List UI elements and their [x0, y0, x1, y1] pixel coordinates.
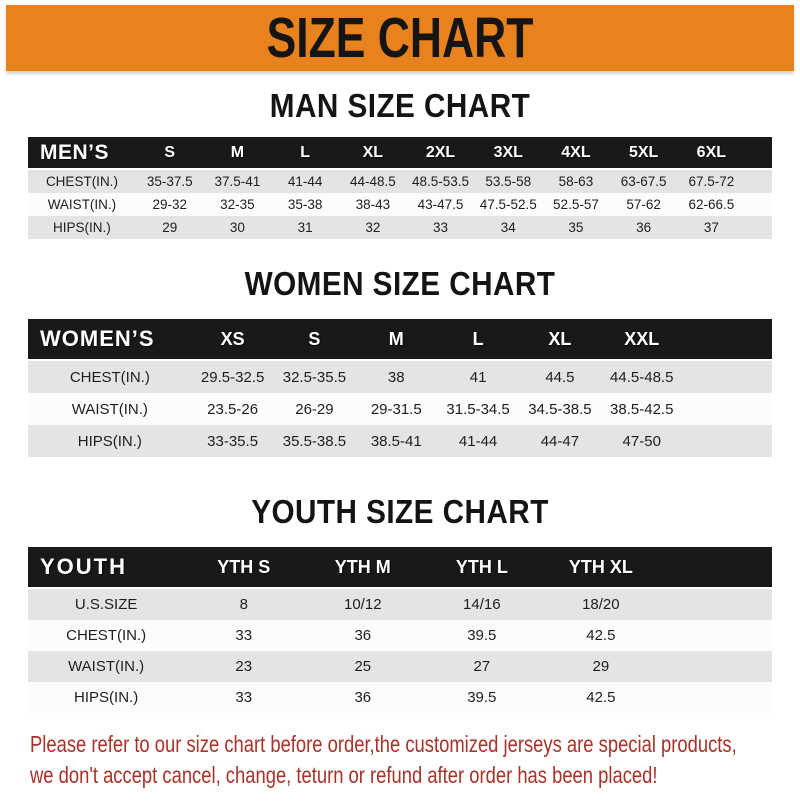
table-title-youth: YOUTH	[28, 547, 184, 588]
value-cell: 33-35.5	[192, 425, 274, 457]
value-cell: 38.5-42.5	[601, 393, 683, 425]
value-cell: 58-63	[542, 169, 610, 193]
table-row	[28, 216, 772, 239]
value-cell: 18/20	[541, 588, 660, 620]
table-row	[28, 651, 772, 682]
filler-cell	[745, 193, 772, 216]
table-row	[28, 360, 772, 393]
value-cell: 37	[678, 216, 746, 239]
value-cell: 33	[184, 620, 303, 651]
value-cell: 44.5-48.5	[601, 360, 683, 393]
section-women	[0, 267, 800, 457]
disclaimer-line-1: Please refer to our size chart before order,the customized jerseys are special products,	[30, 731, 737, 757]
row-label: HIPS(IN.)	[28, 425, 192, 457]
value-cell: 29.5-32.5	[192, 360, 274, 393]
table-row	[28, 393, 772, 425]
value-cell: 27	[422, 651, 541, 682]
value-cell: 32.5-35.5	[274, 360, 356, 393]
value-cell: 14/16	[422, 588, 541, 620]
value-cell: 34	[474, 216, 542, 239]
header-row	[28, 137, 772, 169]
table-row	[28, 193, 772, 216]
value-cell: 36	[610, 216, 678, 239]
filler-cell	[660, 651, 772, 682]
value-cell: 36	[303, 682, 422, 713]
size-table-women	[28, 319, 772, 457]
column-header: M	[204, 137, 272, 169]
value-cell: 26-29	[274, 393, 356, 425]
size-table-man	[28, 137, 772, 239]
column-header: 4XL	[542, 137, 610, 169]
value-cell: 52.5-57	[542, 193, 610, 216]
value-cell: 29	[136, 216, 204, 239]
value-cell: 23	[184, 651, 303, 682]
row-label: CHEST(IN.)	[28, 360, 192, 393]
value-cell: 38.5-41	[355, 425, 437, 457]
filler-cell	[745, 169, 772, 193]
table-title-man: MEN’S	[28, 137, 136, 169]
value-cell: 67.5-72	[678, 169, 746, 193]
banner	[6, 5, 794, 71]
size-table-youth	[28, 547, 772, 713]
column-header: 2XL	[407, 137, 475, 169]
row-label: WAIST(IN.)	[28, 193, 136, 216]
value-cell: 33	[407, 216, 475, 239]
row-label: WAIST(IN.)	[28, 393, 192, 425]
column-header: YTH S	[184, 547, 303, 588]
value-cell: 37.5-41	[204, 169, 272, 193]
row-label: U.S.SIZE	[28, 588, 184, 620]
column-header: 6XL	[678, 137, 746, 169]
filler-cell	[683, 425, 772, 457]
table-row	[28, 682, 772, 713]
column-header: YTH M	[303, 547, 422, 588]
size-chart-page	[0, 5, 800, 805]
filler-cell	[683, 360, 772, 393]
column-header: XXL	[601, 319, 683, 360]
section-man	[0, 89, 800, 239]
value-cell: 47.5-52.5	[474, 193, 542, 216]
value-cell: 43-47.5	[407, 193, 475, 216]
value-cell: 35-37.5	[136, 169, 204, 193]
value-cell: 36	[303, 620, 422, 651]
disclaimer-line-2: we don't accept cancel, change, teturn or refund after order has been placed!	[30, 762, 658, 788]
value-cell: 44-47	[519, 425, 601, 457]
column-header: S	[136, 137, 204, 169]
section-youth	[0, 495, 800, 713]
table-row	[28, 588, 772, 620]
column-header: XS	[192, 319, 274, 360]
column-header: L	[271, 137, 339, 169]
column-header: 5XL	[610, 137, 678, 169]
column-header: YTH XL	[541, 547, 660, 588]
sections	[0, 89, 800, 713]
footer-disclaimer	[30, 729, 800, 791]
value-cell: 29-31.5	[355, 393, 437, 425]
filler-cell	[660, 547, 772, 588]
column-header: S	[274, 319, 356, 360]
value-cell: 35.5-38.5	[274, 425, 356, 457]
value-cell: 31.5-34.5	[437, 393, 519, 425]
section-heading-man: MAN SIZE CHART	[269, 87, 531, 124]
row-label: HIPS(IN.)	[28, 682, 184, 713]
value-cell: 53.5-58	[474, 169, 542, 193]
table-row	[28, 425, 772, 457]
value-cell: 33	[184, 682, 303, 713]
section-heading-women: WOMEN SIZE CHART	[244, 265, 556, 302]
row-label: HIPS(IN.)	[28, 216, 136, 239]
filler-cell	[660, 682, 772, 713]
value-cell: 44-48.5	[339, 169, 407, 193]
value-cell: 42.5	[541, 620, 660, 651]
table-row	[28, 620, 772, 651]
value-cell: 23.5-26	[192, 393, 274, 425]
value-cell: 57-62	[610, 193, 678, 216]
value-cell: 31	[271, 216, 339, 239]
value-cell: 39.5	[422, 682, 541, 713]
value-cell: 38-43	[339, 193, 407, 216]
value-cell: 25	[303, 651, 422, 682]
table-title-women: WOMEN’S	[28, 319, 192, 360]
header-row	[28, 547, 772, 588]
column-header: YTH L	[422, 547, 541, 588]
filler-cell	[660, 588, 772, 620]
value-cell: 41	[437, 360, 519, 393]
value-cell: 35-38	[271, 193, 339, 216]
value-cell: 34.5-38.5	[519, 393, 601, 425]
value-cell: 41-44	[437, 425, 519, 457]
value-cell: 42.5	[541, 682, 660, 713]
filler-cell	[745, 216, 772, 239]
column-header: XL	[519, 319, 601, 360]
filler-cell	[660, 620, 772, 651]
value-cell: 63-67.5	[610, 169, 678, 193]
row-label: CHEST(IN.)	[28, 169, 136, 193]
row-label: WAIST(IN.)	[28, 651, 184, 682]
filler-cell	[745, 137, 772, 169]
value-cell: 29	[541, 651, 660, 682]
value-cell: 39.5	[422, 620, 541, 651]
row-label: CHEST(IN.)	[28, 620, 184, 651]
column-header: XL	[339, 137, 407, 169]
header-row	[28, 319, 772, 360]
value-cell: 41-44	[271, 169, 339, 193]
value-cell: 38	[355, 360, 437, 393]
page-title: SIZE CHART	[266, 6, 534, 70]
value-cell: 30	[204, 216, 272, 239]
value-cell: 10/12	[303, 588, 422, 620]
value-cell: 44.5	[519, 360, 601, 393]
filler-cell	[683, 319, 772, 360]
value-cell: 48.5-53.5	[407, 169, 475, 193]
section-heading-youth: YOUTH SIZE CHART	[251, 493, 549, 530]
value-cell: 8	[184, 588, 303, 620]
value-cell: 35	[542, 216, 610, 239]
value-cell: 29-32	[136, 193, 204, 216]
table-row	[28, 169, 772, 193]
column-header: M	[355, 319, 437, 360]
value-cell: 32-35	[204, 193, 272, 216]
value-cell: 32	[339, 216, 407, 239]
filler-cell	[683, 393, 772, 425]
value-cell: 62-66.5	[678, 193, 746, 216]
column-header: 3XL	[474, 137, 542, 169]
value-cell: 47-50	[601, 425, 683, 457]
column-header: L	[437, 319, 519, 360]
